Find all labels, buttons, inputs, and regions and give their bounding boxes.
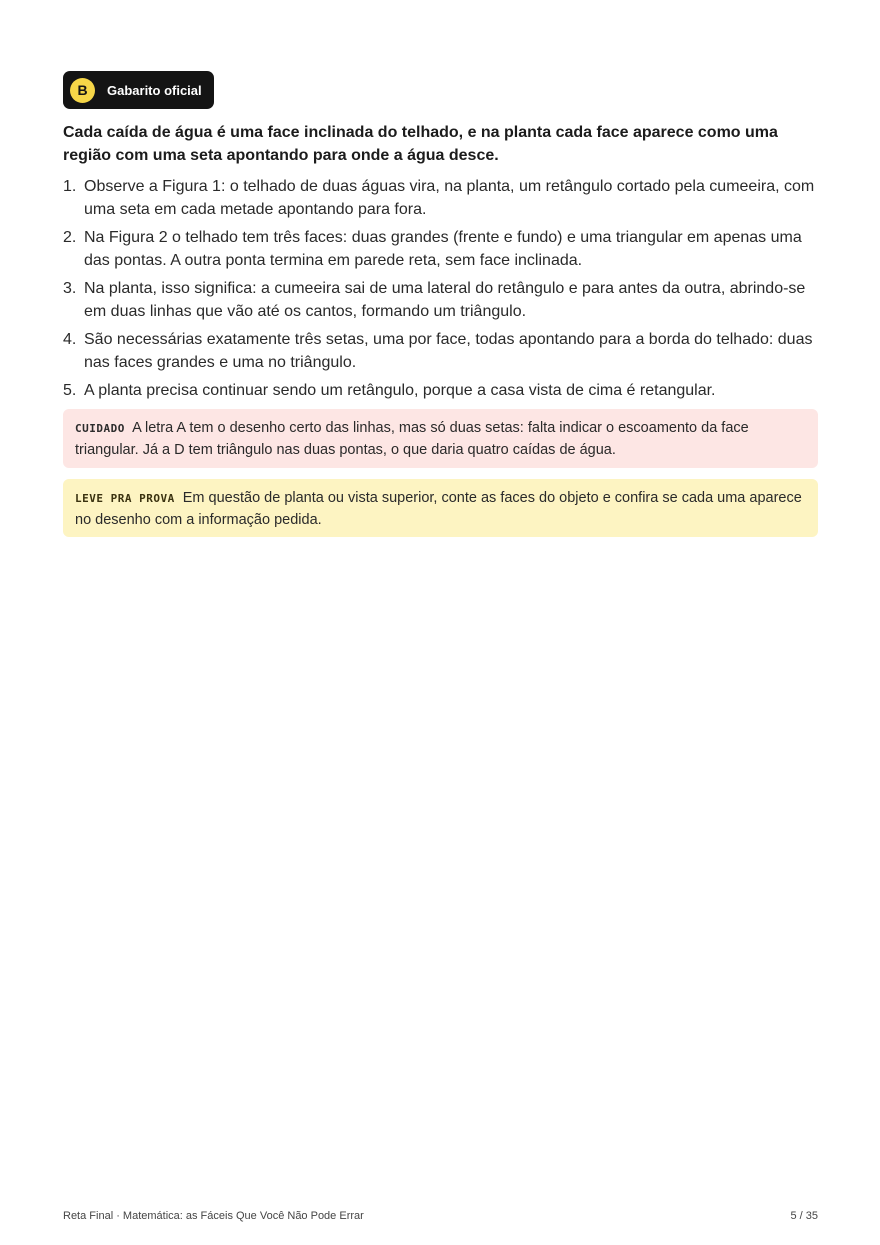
list-item [63,277,818,323]
steps-list [63,175,818,407]
list-item [63,328,818,374]
answer-badge-label: Gabarito oficial [107,82,202,98]
page-number: 5 / 35 [790,1210,818,1222]
answer-page [63,0,818,1245]
page-footer [63,1210,818,1222]
list-item [63,175,818,221]
step-text: Na planta, isso significa: a cumeeira sai de uma lateral do retângulo e para antes da outra, abrindo-se em duas linhas que vão até os cantos, formando um triângulo. [84,280,806,320]
tip-tag: LEVE PRA PROVA [75,492,175,505]
step-number: 1. [63,178,77,195]
warning-tag: CUIDADO [75,422,125,435]
step-number: 2. [63,229,77,246]
list-item [63,379,818,402]
answer-badge [63,71,214,109]
step-text: A planta precisa continuar sendo um retângulo, porque a casa vista de cima é retangular. [84,382,716,399]
step-text: São necessárias exatamente três setas, uma por face, todas apontando para a borda do telhado: duas nas faces grandes e uma no triângulo. [84,331,813,371]
tip-text: Em questão de planta ou vista superior, conte as faces do objeto e confira se cada uma aparece no desenho com a informação pedida. [75,490,802,528]
list-item [63,226,818,272]
answer-letter: B [70,78,95,103]
warning-callout [63,409,818,468]
lead-paragraph: Cada caída de água é uma face inclinada do telhado, e na planta cada face aparece como uma região com uma seta apontando para onde a água desce. [63,124,778,164]
warning-text: A letra A tem o desenho certo das linhas, mas só duas setas: falta indicar o escoamento da face triangular. Já a D tem triângulo nas duas pontas, o que daria quatro caídas de água. [75,420,749,458]
step-text: Na Figura 2 o telhado tem três faces: duas grandes (frente e fundo) e uma triangular em apenas uma das pontas. A outra ponta termina em parede reta, sem face inclinada. [84,229,802,269]
tip-callout [63,479,818,537]
footer-title: Reta Final · Matemática: as Fáceis Que Você Não Pode Errar [63,1210,364,1222]
step-number: 5. [63,382,77,399]
step-number: 3. [63,280,77,297]
step-text: Observe a Figura 1: o telhado de duas águas vira, na planta, um retângulo cortado pela cumeeira, com uma seta em cada metade apontando para fora. [84,178,815,218]
step-number: 4. [63,331,77,348]
